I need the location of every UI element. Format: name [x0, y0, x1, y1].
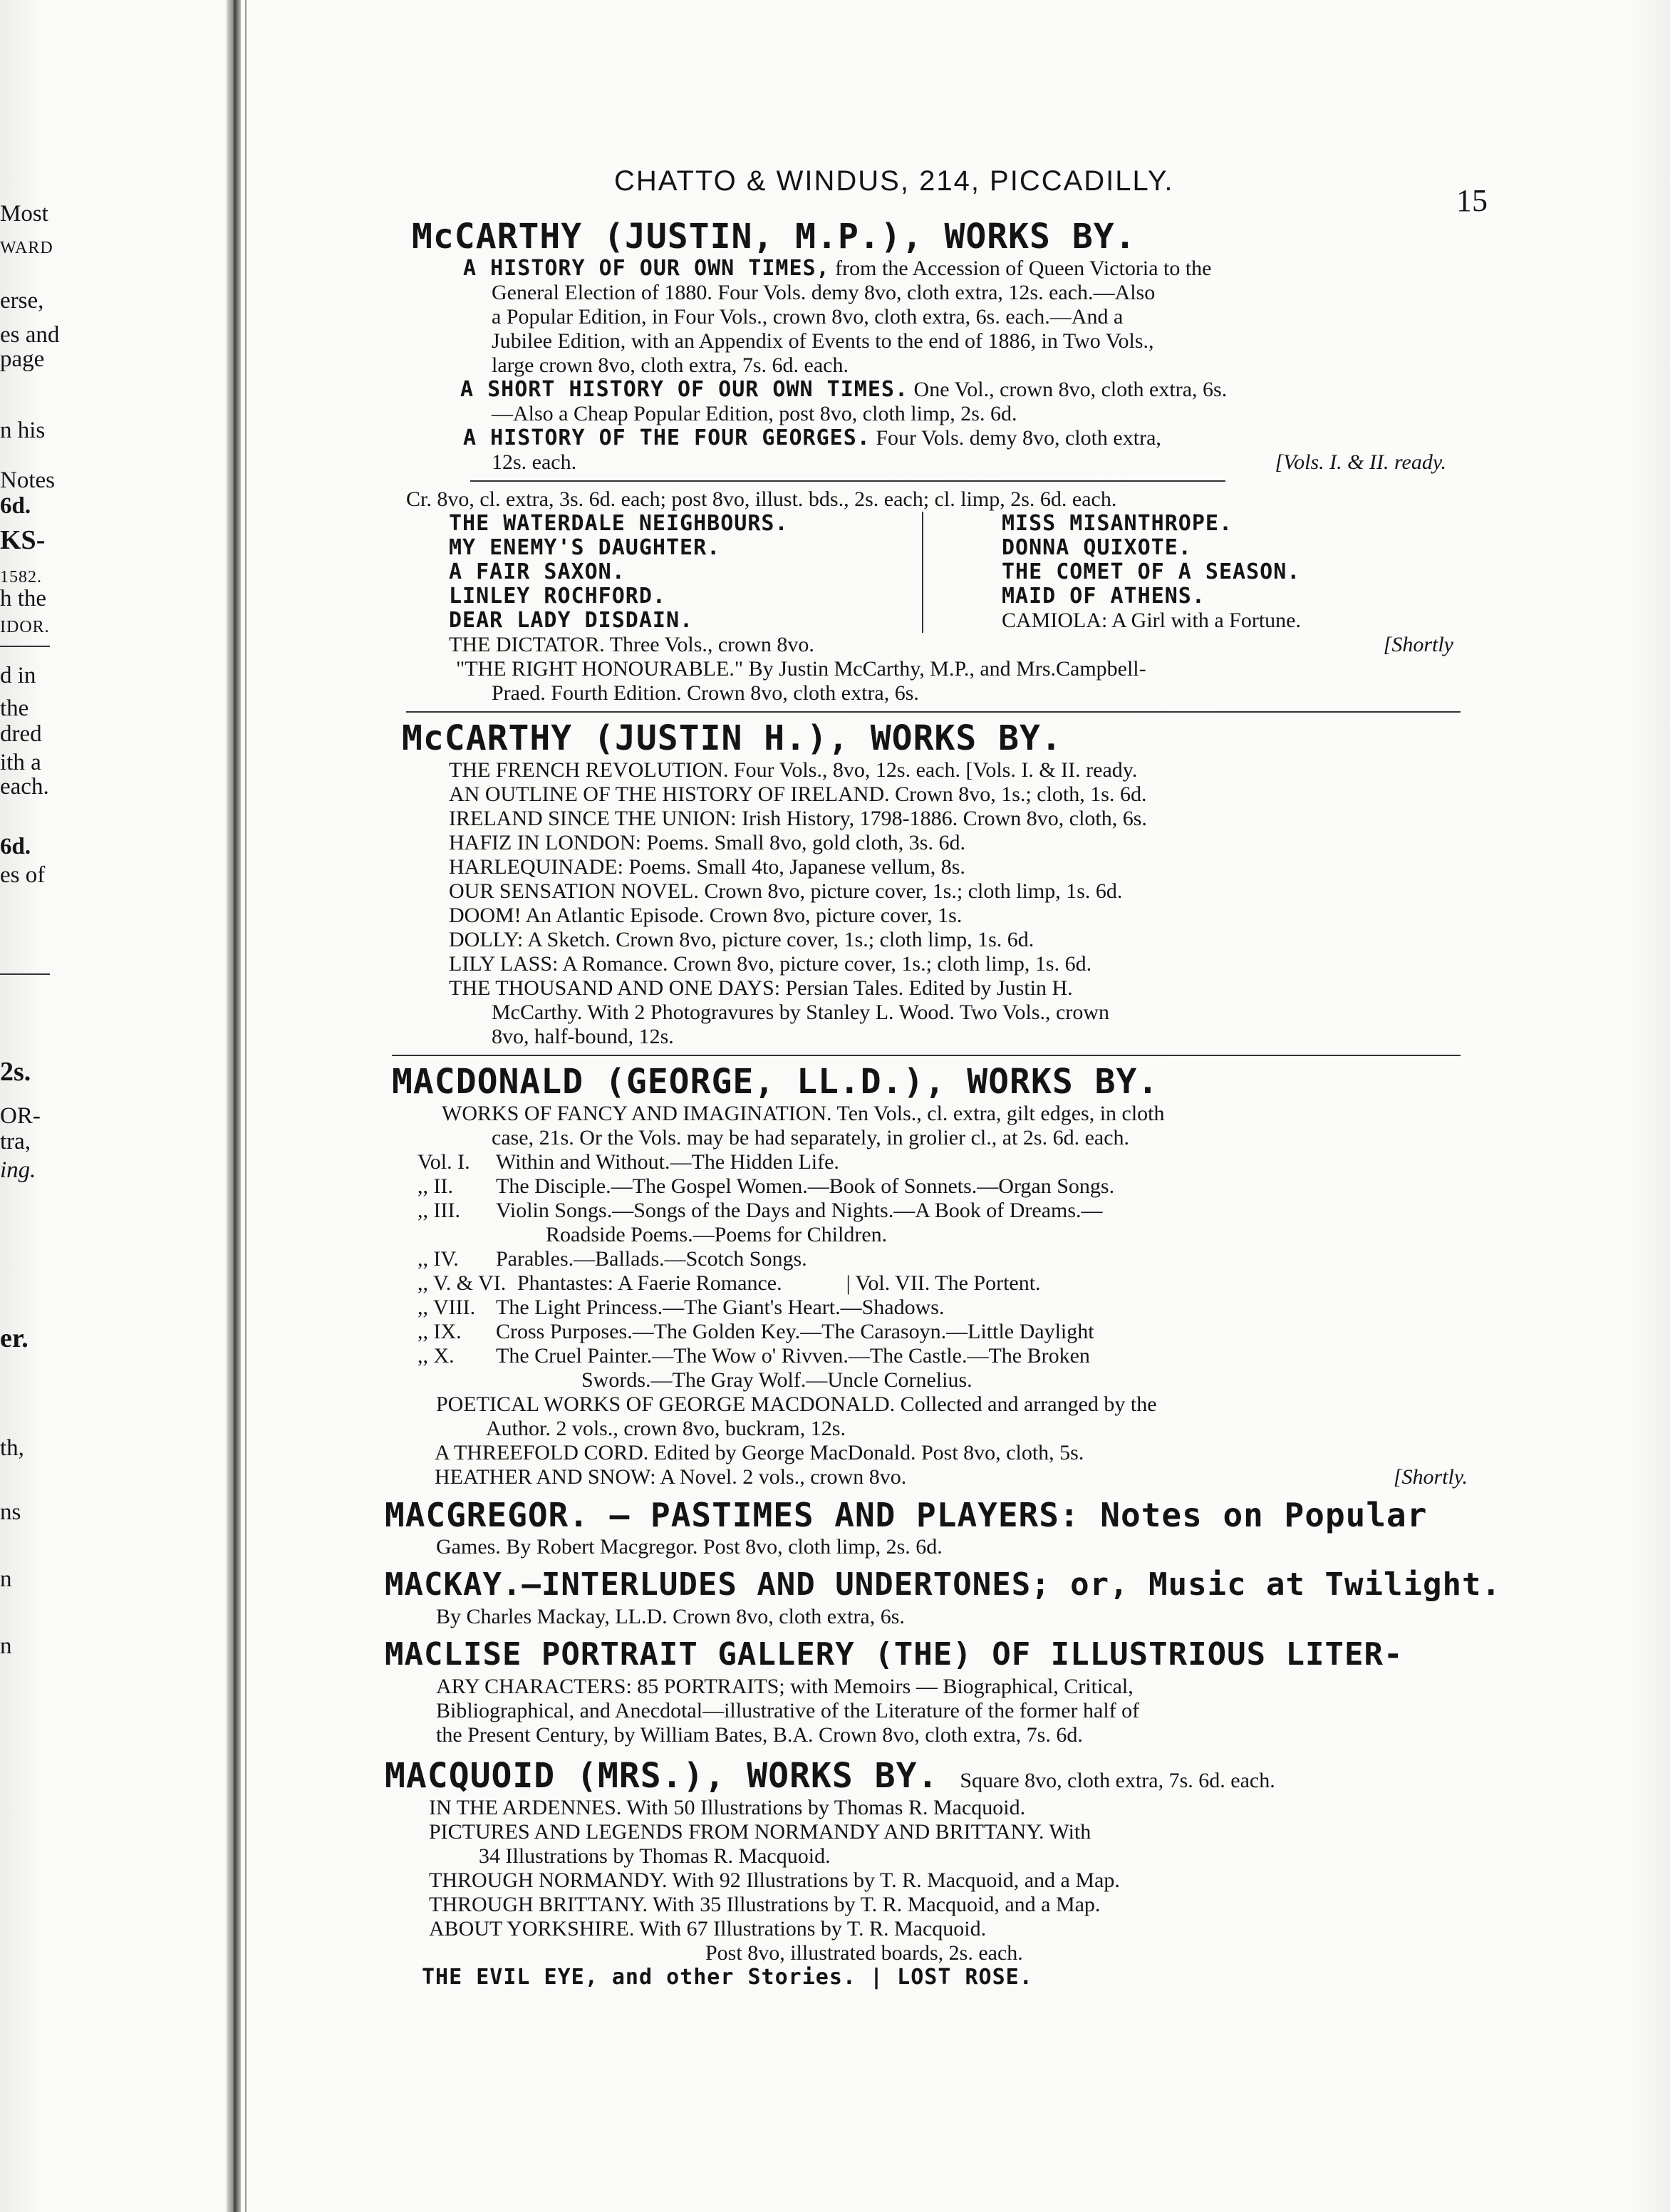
volume-number: Vol. I.	[418, 1150, 470, 1174]
left-text: tra,	[0, 1129, 31, 1154]
volume-contents: The Disciple.—The Gospel Women.—Book of Sonnets.—Organ Songs.	[496, 1174, 1115, 1198]
left-text: Notes	[0, 467, 55, 493]
volume-row	[385, 1247, 1468, 1271]
divider	[470, 480, 1225, 482]
page-number: 15	[1456, 183, 1488, 218]
entry-line: 8vo, half-bound, 12s.	[492, 1025, 674, 1048]
left-text: d in	[0, 663, 36, 688]
left-text: erse,	[0, 288, 44, 314]
volume-row	[385, 1150, 1468, 1174]
entry-heading: McCARTHY (JUSTIN, M.P.), WORKS BY.	[412, 217, 1136, 257]
book-title: A HISTORY OF THE FOUR GEORGES.	[463, 425, 871, 450]
volume-row	[385, 1344, 1468, 1368]
novel-title: MISS MISANTHROPE.	[1002, 511, 1233, 536]
entry-heading: MACDONALD (GEORGE, LL.D.), WORKS BY.	[392, 1062, 1159, 1102]
entry-heading: McCARTHY (JUSTIN H.), WORKS BY.	[402, 718, 1062, 758]
entry-line: ABOUT YORKSHIRE. With 67 Illustrations by T. R. Macquoid.	[429, 1917, 987, 1940]
shortly-note: [Shortly.	[1393, 1465, 1468, 1489]
book-gutter	[227, 0, 241, 2212]
book-note: THE DICTATOR. Three Vols., crown 8vo.	[449, 633, 814, 656]
volume-row	[385, 1296, 1468, 1320]
left-text: es of	[0, 862, 46, 888]
volume-number: ,, III.	[418, 1199, 460, 1222]
left-text: ing.	[0, 1157, 36, 1183]
entry-line: WORKS OF FANCY AND IMAGINATION. Ten Vols., cl. extra, gilt edges, in cloth	[442, 1102, 1165, 1125]
book-note: Four Vols. demy 8vo, cloth extra,	[876, 426, 1161, 450]
novels-intro: Cr. 8vo, cl. extra, 3s. 6d. each; post 8vo, illust. bds., 2s. each; cl. limp, 2s. 6d. each.	[406, 487, 1117, 511]
left-text: n	[0, 1566, 12, 1592]
entry-line: Author. 2 vols., crown 8vo, buckram, 12s.	[486, 1417, 846, 1440]
entry-heading-row	[385, 1753, 1468, 1796]
volume-contents: Within and Without.—The Hidden Life.	[496, 1150, 839, 1174]
left-text: page	[0, 346, 45, 372]
entry-line: 34 Illustrations by Thomas R. Macquoid.	[479, 1844, 831, 1868]
entry-line: HAFIZ IN LONDON: Poems. Small 8vo, gold cloth, 3s. 6d.	[449, 831, 965, 854]
volume-row	[385, 1271, 1468, 1296]
left-text: h the	[0, 586, 47, 611]
volume-row	[385, 1368, 1468, 1392]
entry-line: case, 21s. Or the Vols. may be had separately, in grolier cl., at 2s. 6d. each.	[492, 1126, 1130, 1149]
volume-number: ,, VIII.	[418, 1296, 476, 1319]
entry-macgregor	[385, 1495, 1468, 1559]
left-text: the	[0, 696, 29, 721]
entry-line: Jubilee Edition, with an Appendix of Events to the end of 1886, in Two Vols.,	[492, 329, 1154, 353]
entry-heading: MACGREGOR. — PASTIMES AND PLAYERS: Notes on Popular	[385, 1496, 1428, 1534]
volume-contents: Violin Songs.—Songs of the Days and Nights.—A Book of Dreams.—	[496, 1199, 1103, 1222]
left-text: th,	[0, 1435, 24, 1461]
entry-line: Bibliographical, and Anecdotal—illustrative of the Literature of the former half of	[436, 1699, 1140, 1722]
novels-columns	[449, 512, 1475, 633]
entry-line: POETICAL WORKS OF GEORGE MACDONALD. Collected and arranged by the	[436, 1392, 1157, 1416]
left-text: 6d.	[0, 834, 31, 859]
novel-title: DONNA QUIXOTE.	[1002, 535, 1192, 560]
left-text: dred	[0, 721, 42, 747]
entry-line: large crown 8vo, cloth extra, 7s. 6d. each.	[492, 353, 849, 377]
entry-heading-note: Square 8vo, cloth extra, 7s. 6d. each.	[960, 1769, 1275, 1792]
entry-maclise	[385, 1635, 1468, 1747]
volume-number: ,, II.	[418, 1174, 453, 1198]
book-note: HEATHER AND SNOW: A Novel. 2 vols., crown 8vo.	[435, 1465, 907, 1489]
left-text: WARD	[0, 239, 53, 257]
novels-left-column	[449, 512, 922, 633]
novel-title: CAMIOLA: A Girl with a Fortune.	[1002, 609, 1301, 632]
entry-line	[385, 257, 1468, 281]
entry-line: "THE RIGHT HONOURABLE." By Justin McCarthy, M.P., and Mrs.Campbell-	[456, 657, 1146, 681]
entry-line	[385, 633, 1453, 657]
volume-contents: Phantastes: A Faerie Romance.	[517, 1271, 782, 1295]
entry-line: Post 8vo, illustrated boards, 2s. each.	[705, 1941, 1023, 1965]
volume-number	[418, 1368, 581, 1392]
left-text: er.	[0, 1323, 28, 1353]
book-note: from the Accession of Queen Victoria to the	[835, 257, 1212, 280]
left-text: 2s.	[0, 1057, 31, 1087]
entry-macquoid	[385, 1753, 1468, 1990]
entry-line: THROUGH NORMANDY. With 92 Illustrations by T. R. Macquoid, and a Map.	[429, 1869, 1120, 1892]
ready-note: [Vols. I. & II. ready.	[1275, 450, 1446, 474]
entry-line: DOLLY: A Sketch. Crown 8vo, picture cover, 1s.; cloth limp, 1s. 6d.	[449, 928, 1034, 951]
entry-mccarthy-justin-h	[385, 718, 1468, 1056]
book-note: One Vol., crown 8vo, cloth extra, 6s.	[913, 378, 1228, 401]
volume-contents: Parables.—Ballads.—Scotch Songs.	[496, 1247, 807, 1271]
entry-heading: MACKAY.—INTERLUDES AND UNDERTONES; or, Music at Twilight.	[385, 1566, 1501, 1603]
entry-mackay	[385, 1565, 1501, 1629]
entry-line: LILY LASS: A Romance. Crown 8vo, picture cover, 1s.; cloth limp, 1s. 6d.	[449, 952, 1092, 976]
entry-line: A THREEFOLD CORD. Edited by George MacDonald. Post 8vo, cloth, 5s.	[435, 1441, 1084, 1464]
book-note: 12s. each.	[492, 450, 577, 474]
shortly-note: [Shortly	[1383, 633, 1453, 656]
entry-line: PICTURES AND LEGENDS FROM NORMANDY AND BRITTANY. With	[429, 1820, 1091, 1844]
left-text: es and	[0, 322, 60, 348]
catalogue-content	[385, 214, 1501, 1995]
entry-line: McCarthy. With 2 Photogravures by Stanley L. Wood. Two Vols., crown	[492, 1001, 1110, 1024]
entry-line: HARLEQUINADE: Poems. Small 4to, Japanese vellum, 8s.	[449, 855, 965, 879]
book-title: A HISTORY OF OUR OWN TIMES,	[463, 256, 830, 281]
entry-line	[385, 1465, 1468, 1489]
novels-right-column	[922, 512, 1475, 633]
left-text: ith a	[0, 750, 41, 775]
entry-line: ARY CHARACTERS: 85 PORTRAITS; with Memoirs — Biographical, Critical,	[436, 1675, 1134, 1698]
novel-title: LINLEY ROCHFORD.	[449, 584, 666, 609]
entry-line: IN THE ARDENNES. With 50 Illustrations by Thomas R. Macquoid.	[429, 1796, 1026, 1819]
entry-line: THROUGH BRITTANY. With 35 Illustrations by T. R. Macquoid, and a Map.	[429, 1893, 1101, 1916]
volume-row	[385, 1223, 1468, 1247]
entry-line: General Election of 1880. Four Vols. demy 8vo, cloth extra, 12s. each.—Also	[492, 281, 1156, 304]
left-text: Most	[0, 201, 48, 227]
entry-line: THE FRENCH REVOLUTION. Four Vols., 8vo, 12s. each. [Vols. I. & II. ready.	[449, 758, 1138, 782]
novel-title: DEAR LADY DISDAIN.	[449, 608, 694, 633]
volume-number: ,, IX.	[418, 1320, 462, 1343]
novel-title: MAID OF ATHENS.	[1002, 584, 1205, 609]
divider	[406, 711, 1461, 713]
novel-title: THE COMET OF A SEASON.	[1002, 559, 1301, 584]
entry-heading: MACQUOID (MRS.), WORKS BY.	[385, 1756, 939, 1796]
entry-line: IRELAND SINCE THE UNION: Irish History, 1798-1886. Crown 8vo, cloth, 6s.	[449, 807, 1147, 830]
page-edge	[245, 0, 247, 2212]
left-text: n his	[0, 418, 46, 443]
entry-line: THE EVIL EYE, and other Stories. | LOST ROSE.	[422, 1965, 1033, 1990]
left-page-fragment	[0, 0, 227, 2212]
novel-title: THE WATERDALE NEIGHBOURS.	[449, 511, 789, 536]
divider	[392, 1055, 1461, 1056]
volume-row	[385, 1320, 1468, 1344]
volume-row	[385, 1174, 1468, 1199]
left-text: ns	[0, 1499, 21, 1525]
entry-mccarthy-justin	[385, 217, 1468, 713]
volume-contents: Cross Purposes.—The Golden Key.—The Carasoyn.—Little Daylight	[496, 1320, 1094, 1343]
left-text: OR-	[0, 1103, 41, 1129]
left-rule	[0, 646, 50, 647]
entry-line: DOOM! An Atlantic Episode. Crown 8vo, picture cover, 1s.	[449, 904, 963, 927]
volume-number: ,, V. & VI.	[418, 1271, 507, 1295]
volume-number: ,, IV.	[418, 1247, 459, 1271]
volume-number	[418, 1223, 546, 1247]
left-rule	[0, 973, 50, 975]
book-title: A SHORT HISTORY OF OUR OWN TIMES.	[460, 377, 909, 402]
left-text: each.	[0, 774, 49, 800]
entry-line: By Charles Mackay, LL.D. Crown 8vo, cloth extra, 6s.	[436, 1605, 905, 1628]
left-text: 1582.	[0, 568, 42, 586]
volume-contents: Swords.—The Gray Wolf.—Uncle Cornelius.	[581, 1368, 973, 1392]
entry-heading: MACLISE PORTRAIT GALLERY (THE) OF ILLUSTRIOUS LITER-	[385, 1636, 1404, 1673]
entry-line: Praed. Fourth Edition. Crown 8vo, cloth extra, 6s.	[492, 681, 919, 705]
novel-title: A FAIR SAXON.	[449, 559, 626, 584]
entry-line: the Present Century, by William Bates, B.A. Crown 8vo, cloth extra, 7s. 6d.	[436, 1723, 1083, 1747]
volume-number: ,, X.	[418, 1344, 455, 1368]
entry-line: Games. By Robert Macgregor. Post 8vo, cloth limp, 2s. 6d.	[436, 1535, 943, 1559]
left-text: n	[0, 1633, 12, 1659]
entry-line	[385, 426, 1468, 450]
entry-line: THE THOUSAND AND ONE DAYS: Persian Tales. Edited by Justin H.	[449, 976, 1073, 1000]
entry-line	[385, 450, 1446, 475]
volume-vii: | Vol. VII. The Portent.	[846, 1271, 1041, 1295]
left-text: 6d.	[0, 493, 31, 519]
volume-contents: Roadside Poems.—Poems for Children.	[546, 1223, 888, 1246]
entry-line: a Popular Edition, in Four Vols., crown 8vo, cloth extra, 6s. each.—And a	[492, 305, 1124, 329]
left-text: IDOR.	[0, 618, 50, 636]
running-head: CHATTO & WINDUS, 214, PICCADILLY.	[614, 165, 1174, 197]
entry-macdonald	[385, 1062, 1468, 1489]
left-text: KS-	[0, 525, 46, 555]
entry-line: AN OUTLINE OF THE HISTORY OF IRELAND. Crown 8vo, 1s.; cloth, 1s. 6d.	[449, 782, 1147, 806]
volume-contents: The Cruel Painter.—The Wow o' Rivven.—The Castle.—The Broken	[496, 1344, 1090, 1368]
entry-line	[385, 378, 1468, 402]
novel-title: MY ENEMY'S DAUGHTER.	[449, 535, 721, 560]
entry-line: —Also a Cheap Popular Edition, post 8vo, cloth limp, 2s. 6d.	[492, 402, 1017, 425]
volume-row	[385, 1199, 1468, 1223]
volume-contents: The Light Princess.—The Giant's Heart.—Shadows.	[496, 1296, 945, 1319]
entry-line: OUR SENSATION NOVEL. Crown 8vo, picture cover, 1s.; cloth limp, 1s. 6d.	[449, 879, 1123, 903]
